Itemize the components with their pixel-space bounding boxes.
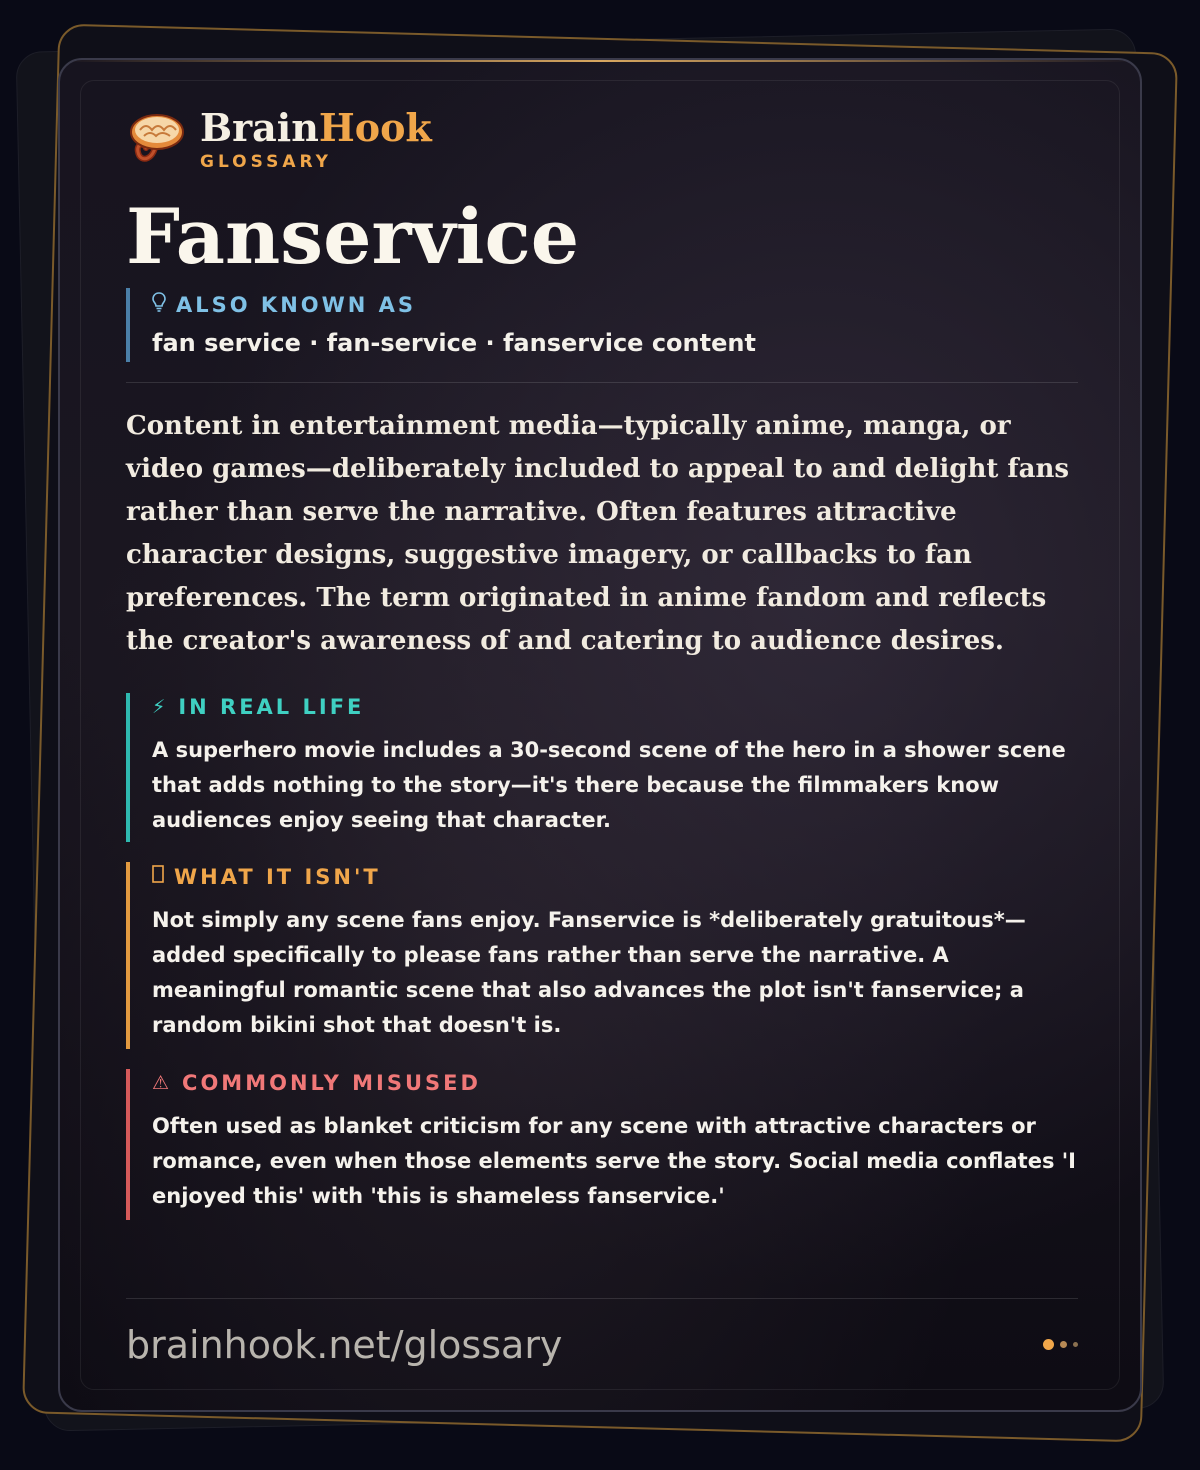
what-it-isnt-heading [152, 864, 1078, 889]
brand-name-brain: Brain [200, 105, 319, 150]
lightning-icon: ⚡ [152, 696, 169, 718]
divider [126, 382, 1078, 383]
term-title: Fanservice [126, 192, 580, 281]
pagination-dots [1043, 1339, 1078, 1350]
brand-header [126, 106, 1078, 174]
dot-active [1043, 1339, 1054, 1350]
also-known-as-label: ALSO KNOWN AS [176, 292, 417, 317]
footer-url[interactable]: brainhook.net/glossary [126, 1323, 563, 1367]
commonly-misused-label: COMMONLY MISUSED [182, 1071, 481, 1095]
commonly-misused-body: Often used as blanket criticism for any scene with attractive characters or romance, even when those elements serve the story. Social media conflates 'I enjoyed this' with 'this is shameless fanservice.' [152, 1114, 1076, 1208]
brain-hook-icon [126, 110, 186, 170]
dot [1060, 1341, 1067, 1348]
glossary-card [58, 58, 1142, 1412]
warning-icon: ⚠ [152, 1072, 173, 1094]
missing-glyph-icon [152, 864, 164, 889]
definition-text: Content in entertainment media—typically anime, manga, or video games—deliberately included to appeal to and delight fans rather than serve the narrative. Often features attractive character designs, suggestive imagery, or callbacks to fan preferences. The term originated in anime fandom and reflects the creator's awareness of and catering to audience desires. [126, 411, 1069, 656]
what-it-isnt-body: Not simply any scene fans enjoy. Fanservice is *deliberately gratuitous*—added specifically to please fans rather than serve the narrative. A meaningful romantic scene that also advances the plot isn't fanservice; a random bikini shot that doesn't is. [152, 908, 1026, 1037]
real-life-body: A superhero movie includes a 30-second scene of the hero in a shower scene that adds nothing to the story—it's there because the filmmakers know audiences enjoy seeing that character. [152, 738, 1066, 832]
what-it-isnt-label: WHAT IT ISN'T [174, 864, 381, 889]
real-life-heading [152, 695, 1078, 719]
footer [126, 1298, 1078, 1389]
commonly-misused-heading [152, 1071, 1078, 1095]
card-content [126, 106, 1078, 1220]
brand-name [200, 105, 432, 150]
also-known-as-section [126, 288, 1078, 362]
commonly-misused-section [126, 1069, 1078, 1220]
brand-subtitle: GLOSSARY [200, 152, 332, 172]
also-known-as-values: fan service · fan-service · fanservice content [152, 329, 756, 357]
lightbulb-icon [152, 292, 166, 317]
also-known-as-heading [152, 292, 1078, 317]
real-life-label: IN REAL LIFE [178, 695, 365, 719]
what-it-isnt-section [126, 862, 1078, 1049]
dot [1073, 1342, 1078, 1347]
real-life-section [126, 693, 1078, 842]
brand-name-hook: Hook [318, 105, 432, 150]
